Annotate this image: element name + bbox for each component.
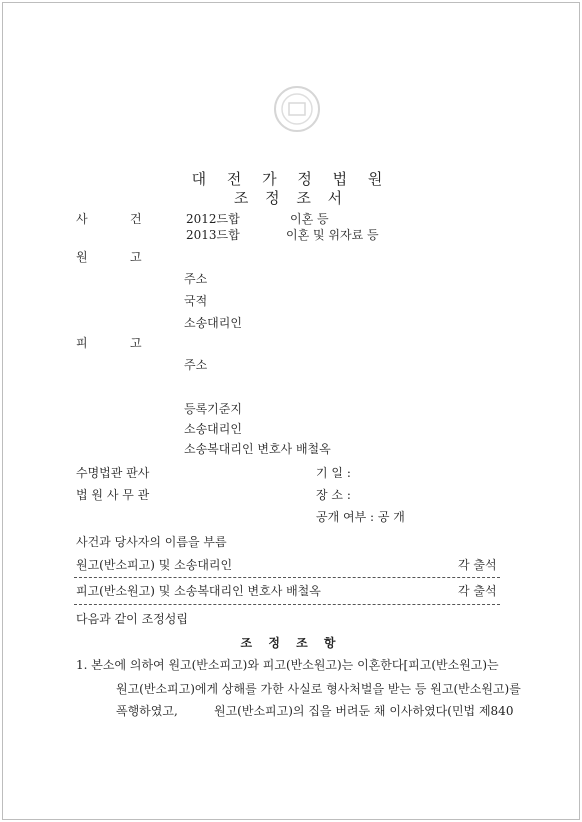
settlement-para-1-line-3a: 폭행하였고, [116,704,178,718]
court-name: 대 전 가 정 법 원 [191,170,391,188]
hearing-date-label: 기 일 : [316,466,351,480]
judge-label: 수명법관 판사 [76,466,150,480]
defendant-label-b: 고 [130,336,142,350]
case-number-1: 2012드합 [186,212,240,226]
attendance-defendant-status: 각 출석 [458,584,497,598]
plaintiff-label-b: 고 [130,250,142,264]
case-name-1: 이혼 등 [290,212,329,226]
document-title: 조 정 조 서 [233,189,349,207]
plaintiff-address-label: 주소 [184,272,208,286]
public-status: 공개 여부 : 공 개 [316,510,405,524]
defendant-address-label: 주소 [184,358,208,372]
defendant-sub-counsel: 소송복대리인 변호사 배철옥 [184,442,331,456]
defendant-counsel-label: 소송대리인 [184,422,242,436]
attendance-defendant: 피고(반소원고) 및 소송복대리인 변호사 배철옥 [76,584,321,598]
case-name-2: 이혼 및 위자료 등 [286,228,379,242]
settlement-para-1-line-3b: 원고(반소피고)의 집을 버려둔 채 이사하였다(민법 제840 [214,704,514,718]
settlement-para-1-line-2: 원고(반소피고)에게 상해를 가한 사실로 형사처벌을 받는 등 원고(반소원고)를 [116,682,521,696]
settlement-para-1-line-1: 1. 본소에 의하여 원고(반소피고)와 피고(반소원고)는 이혼한다[피고(반소원고)는 [76,658,499,672]
settlement-intro: 다음과 같이 조정성립 [76,612,188,626]
defendant-registry-label: 등록기준지 [184,402,242,416]
attendance-intro: 사건과 당사자의 이름을 부름 [76,535,227,549]
divider-2 [74,604,500,605]
divider-1 [74,577,500,578]
attendance-plaintiff: 원고(반소피고) 및 소송대리인 [76,558,233,572]
plaintiff-nationality-label: 국적 [184,294,208,308]
settlement-heading: 조 정 조 항 [240,636,342,650]
plaintiff-label-a: 원 [76,250,88,264]
clerk-label: 법 원 사 무 관 [76,488,150,502]
case-label-a: 사 [76,212,88,226]
case-label-b: 건 [130,212,142,226]
attendance-plaintiff-status: 각 출석 [458,558,497,572]
court-seal-icon [272,84,322,134]
defendant-label-a: 피 [76,336,88,350]
hearing-place-label: 장 소 : [316,488,351,502]
case-number-2: 2013드합 [186,228,240,242]
plaintiff-counsel-label: 소송대리인 [184,316,242,330]
